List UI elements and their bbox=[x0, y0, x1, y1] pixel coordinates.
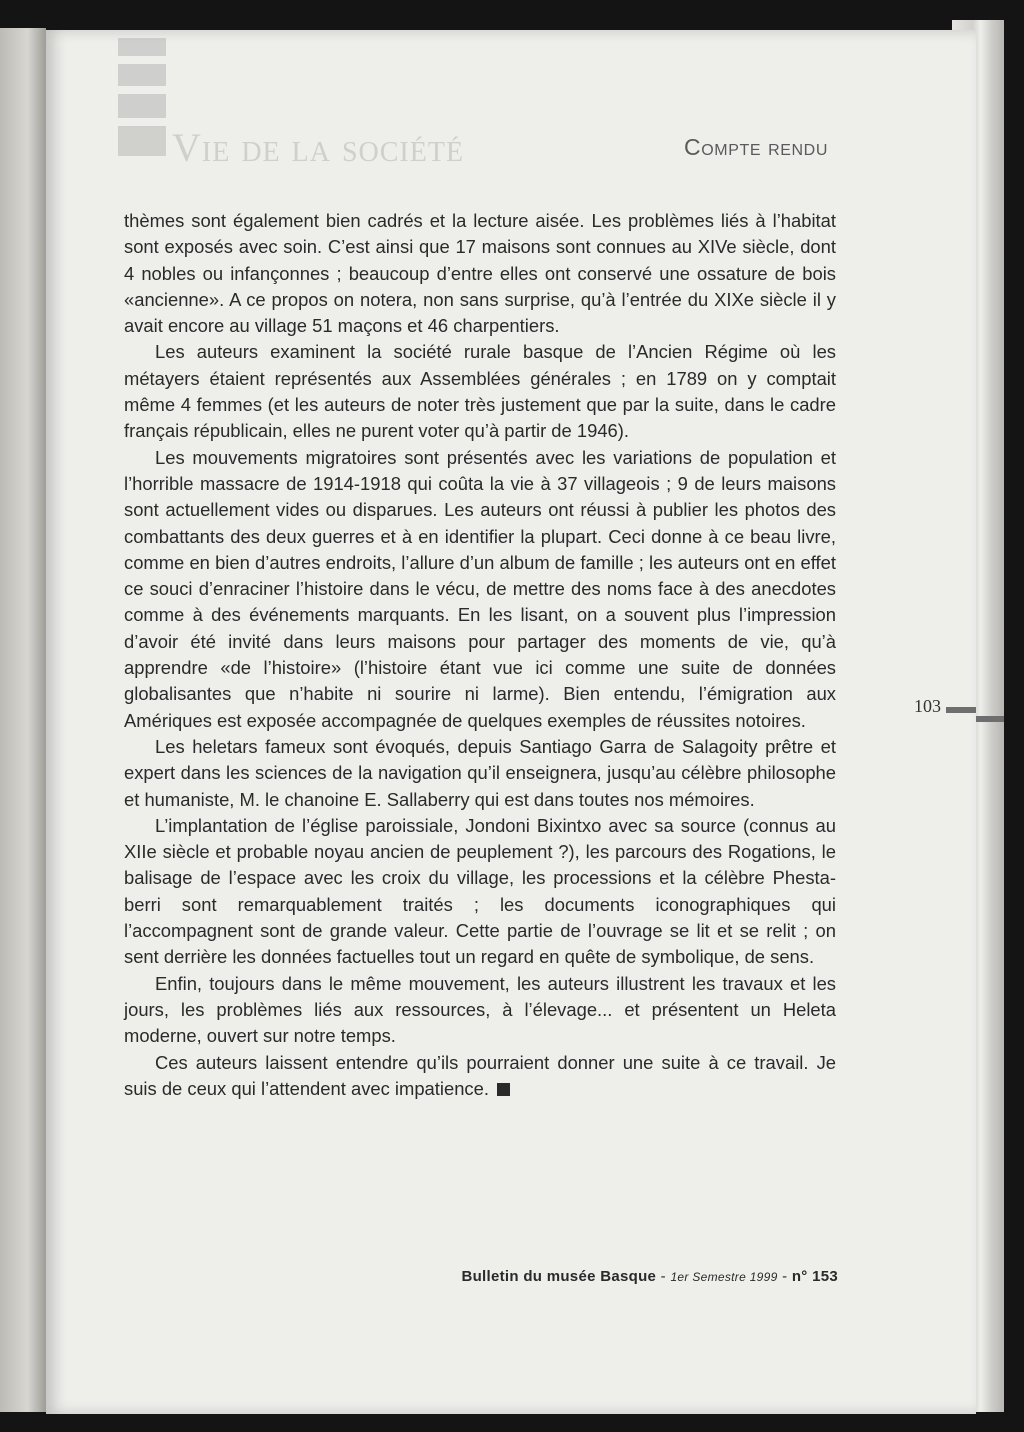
issue-number: n° 153 bbox=[791, 1268, 838, 1285]
page-number: 103 bbox=[914, 696, 941, 716]
paragraph: Les mouvements migratoires sont présentés avec les variations de population et l’horrible massacre de 1914-1918 qui coûta la vie à 37 villageois ; 9 de leurs maisons sont actuellement vides ou disparues. Les auteurs ont réussi à publier les photos des combattants des deux guerres et à en identifier la plupart. Ceci donne à ce beau livre, comme en bien d’autres endroits, l’allure d’un album de famille ; les auteurs ont en effet ce souci d’enraciner l’histoire dans le vécu, de mettre des noms face à des anecdotes comme à des événements marquants. En les lisant, on a souvent plus l’impression d’avoir été invité dans leurs maisons pour partager des moments de vie, qu’à apprendre «de l’histoire» (l’histoire étant vue ici comme une suite de données globalisantes que n’habite ni sourire ni larme). Bien entendu, l’émigration aux Amériques est exposée accompagnée de quelques exemples de réussites notoires. bbox=[124, 446, 836, 731]
footer-separator: - bbox=[656, 1268, 671, 1285]
end-square-icon bbox=[497, 1083, 510, 1096]
semester: 1er Semestre 1999 bbox=[670, 1270, 778, 1284]
thumb-tab-mark bbox=[976, 716, 1004, 722]
footer-separator: - bbox=[777, 1268, 792, 1285]
paragraph: Les heletars fameux sont évoqués, depuis Santiago Garra de Salagoity prêtre et expert dans les sciences de la navigation qu’il enseignera, jusqu’au célèbre philosophe et humaniste, M. le chanoine E. Sallaberry qui est dans toutes nos mémoires. bbox=[124, 735, 836, 810]
article-body bbox=[124, 208, 836, 1102]
footer bbox=[461, 1268, 838, 1285]
journal-title: Bulletin du musée Basque bbox=[461, 1268, 657, 1285]
paragraph-text: Ces auteurs laissent entendre qu’ils pourraient donner une suite à ce travail. Je suis de ceux qui l’attendent avec impatience. bbox=[124, 1051, 836, 1099]
section-title: Vie de la société bbox=[172, 125, 465, 170]
thumb-tab-mark bbox=[946, 707, 976, 713]
paragraph: thèmes sont également bien cadrés et la lecture aisée. Les problèmes liés à l’habitat sont exposés avec soin. C’est ainsi que 17 maisons sont connues au XIVe siècle, dont 4 nobles ou infançonnes ; beaucoup d’entre elles ont conservé une ossature de bois «ancienne». A ce propos on notera, non sans surprise, qu’à l’entrée du XIXe siècle il y avait encore au village 51 maçons et 46 charpentiers. bbox=[124, 210, 836, 337]
paragraph-last bbox=[124, 1050, 836, 1103]
running-header: Compte rendu bbox=[684, 134, 828, 160]
ornament-icon bbox=[118, 38, 166, 158]
paragraph: L’implantation de l’église paroissiale, Jondoni Bixintxo avec sa source (connus au XIIe siècle et probable noyau ancien de peuplement ?), les parcours des Rogations, le balisage de l’espace avec les croix du village, les processions et la célèbre Phesta-berri sont remarquablement traités ; les documents iconographiques qui l’accompagnent sont de grande valeur. Cette partie de l’ouvrage se lit et se relit ; on sent derrière les données factuelles tout un regard en quête de symbolique, de sens. bbox=[124, 814, 836, 968]
paragraph: Enfin, toujours dans le même mouvement, les auteurs illustrent les travaux et les jours, les problèmes liés aux ressources, à l’élevage... et présentent un Heleta moderne, ouvert sur notre temps. bbox=[124, 972, 836, 1047]
paragraph: Les auteurs examinent la société rurale basque de l’Ancien Régime où les métayers étaient représentés aux Assemblées générales ; en 1789 on y comptait même 4 femmes (et les auteurs de noter très justement que par la suite, dans le cadre français républicain, elles ne purent voter qu’à partir de 1946). bbox=[124, 341, 836, 442]
left-page-edge bbox=[0, 28, 46, 1412]
